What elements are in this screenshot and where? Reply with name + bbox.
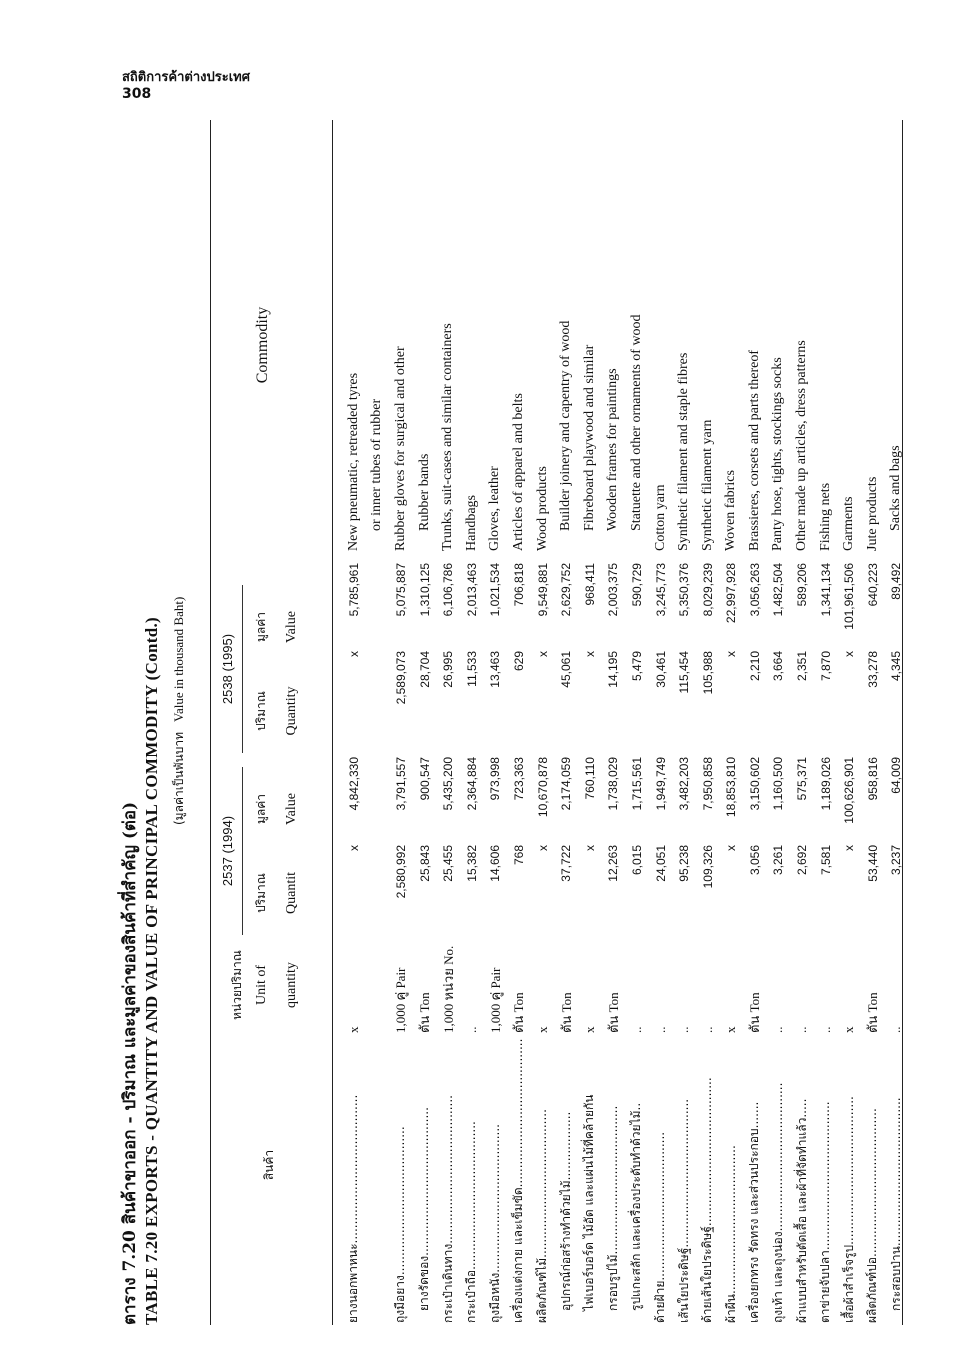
commodity-english-cell: Gloves, leather	[487, 466, 503, 551]
header-qty-en-1995: Quantity	[284, 686, 299, 736]
header-qty-thai-1995: ปริมาณ	[254, 691, 268, 731]
unit-cell: ..	[888, 1026, 904, 1033]
header-unit-thai: หน่วยปริมาณ	[230, 950, 244, 1020]
header-commodity-thai: สินค้า	[262, 1149, 276, 1181]
spacer-cell	[484, 737, 508, 755]
table-row	[342, 89, 366, 1325]
table-row	[767, 89, 791, 1325]
unit-cell	[366, 931, 390, 1035]
commodity-thai-cell: รูปแกะสลัก และเครื่องประดับทำด้วยไม้..	[629, 1102, 644, 1311]
value-1994-cell: 10,670,878	[535, 757, 550, 818]
table-row	[743, 89, 767, 1325]
spacer-cell	[602, 737, 626, 755]
value-1994-cell: 1,160,500	[771, 757, 786, 811]
exports-table	[342, 89, 908, 1325]
commodity-thai-cell: ถุงมือยาง.......................................	[393, 1126, 408, 1323]
running-header-title: สถิติการค้าต่างประเทศ	[122, 70, 250, 85]
spacer-cell	[413, 737, 437, 755]
header-qty-en-1994: Quantit	[284, 872, 299, 914]
header-unit-en-2: quantity	[284, 962, 299, 1008]
unit-cell: ..	[817, 1026, 833, 1033]
commodity-english-cell: Fibreboard playwood and similar	[581, 344, 597, 531]
qty-1994-cell: x	[842, 845, 857, 851]
value-1994-cell: 2,364,884	[464, 757, 479, 811]
unit-cell: 1,000 คู่ Pair	[487, 967, 503, 1033]
commodity-english-cell: Other made up articles, dress patterns	[794, 340, 810, 551]
header-val-thai-1994: มูลค่า	[254, 793, 268, 825]
value-1995-cell: 3,056,263	[747, 563, 762, 617]
unit-cell: x	[534, 1026, 550, 1033]
qty-1995-cell: 28,704	[417, 651, 432, 688]
commodity-thai-cell: กระเป๋าเดินทาง.......................................	[440, 1095, 455, 1323]
table-row	[507, 89, 531, 1325]
qty-1994-cell: x	[346, 845, 361, 851]
spacer-cell	[507, 737, 531, 755]
year-1995-rule	[242, 585, 243, 753]
table-row	[790, 89, 814, 1325]
qty-1994-cell: 95,238	[677, 845, 692, 882]
commodity-english-cell: Handbags	[463, 495, 479, 551]
title-english: TABLE 7.20 EXPORTS - QUANTITY AND VALUE OF PRINCIPAL COMMODITY (Contd.)	[142, 616, 161, 1325]
value-1994-cell: 900,547	[417, 757, 432, 801]
unit-cell: ..	[463, 1026, 479, 1033]
value-1995-cell: 3,245,773	[653, 563, 668, 617]
value-1994-cell: 2,174,059	[559, 757, 574, 811]
commodity-thai-cell: อุปกรณ์ก่อสร้างทำด้วยไม้..................	[558, 1111, 573, 1311]
spacer-cell	[814, 737, 838, 755]
qty-1995-cell: 26,995	[441, 651, 456, 688]
spacer-cell	[837, 737, 861, 755]
spacer-cell	[649, 737, 673, 755]
bottom-rule	[902, 120, 903, 1325]
commodity-thai-cell	[366, 1035, 390, 1325]
value-1995-cell	[366, 561, 390, 649]
value-1995-cell: 5,350,376	[677, 563, 692, 617]
unit-note-thai: (มูลค่าเป็นพันบาท	[172, 731, 186, 825]
table-row	[837, 89, 861, 1325]
qty-1995-cell: 2,210	[747, 651, 762, 682]
table-row	[649, 89, 673, 1325]
value-1995-cell: 2,013,463	[464, 563, 479, 617]
table-row	[578, 89, 602, 1325]
value-1995-cell: 101,961,506	[842, 563, 857, 630]
unit-cell: x	[345, 1026, 361, 1033]
unit-cell: ตัน Ton	[605, 992, 621, 1033]
commodity-thai-cell: ผลิตภัณฑ์ปอ.......................................	[865, 1108, 880, 1323]
qty-1995-cell: 13,463	[488, 651, 503, 688]
unit-cell: ..	[699, 1026, 715, 1033]
value-1995-cell: 5,075,887	[393, 563, 408, 617]
commodity-thai-cell: ด้ายฝ้าย.......................................	[653, 1131, 668, 1323]
value-1994-cell: 1,189,026	[818, 757, 833, 811]
commodity-english-cell: Trunks, suit-cases and similar containers	[440, 323, 456, 551]
spacer-cell	[389, 737, 413, 755]
commodity-thai-cell: ผ้าแบบสำหรับตัดเสื้อ และผ้าที่จัดทำแล้ว.....	[794, 1098, 809, 1323]
unit-cell: ตัน Ton	[511, 992, 527, 1033]
table-row	[625, 89, 649, 1325]
value-1994-cell: 5,435,200	[441, 757, 456, 811]
value-1995-cell: 22,997,928	[724, 563, 739, 624]
qty-1995-cell: x	[346, 651, 361, 657]
value-1995-cell: 706,818	[511, 563, 526, 607]
qty-1994-cell: 3,261	[771, 845, 786, 876]
commodity-thai-cell: ถุงเท้า และถุงน่อง.......................................	[770, 1082, 785, 1323]
value-1995-cell: 6,106,786	[441, 563, 456, 617]
qty-1995-cell: 105,988	[700, 651, 715, 695]
qty-1995-cell: 30,461	[653, 651, 668, 688]
table-row	[413, 89, 437, 1325]
qty-1994-cell: 14,606	[488, 845, 503, 882]
qty-1994-cell: x	[535, 845, 550, 851]
unit-cell: ตัน Ton	[865, 992, 881, 1033]
value-1995-cell: 968,411	[582, 563, 597, 606]
header-year-1994: 2537 (1994)	[220, 815, 235, 887]
commodity-english-cell: Jute products	[864, 476, 880, 551]
commodity-english-cell: Garments	[841, 496, 857, 551]
spacer-cell	[366, 737, 390, 755]
qty-1995-cell: 33,278	[865, 651, 880, 688]
qty-1995-cell: 14,195	[606, 651, 621, 688]
commodity-english-cell: Synthetic filament and staple fibres	[676, 352, 692, 551]
unit-cell: 1,000 หน่วย No.	[440, 945, 456, 1033]
table-row	[460, 89, 484, 1325]
value-1994-cell: 1,949,749	[653, 757, 668, 811]
commodity-thai-cell: ด้ายเส้นใยประดิษฐ์.......................................	[700, 1077, 715, 1323]
commodity-english-cell: or inner tubes of rubber	[369, 398, 385, 531]
qty-1995-cell: 11,533	[464, 651, 479, 687]
qty-1994-cell: 24,051	[653, 845, 668, 882]
spacer-cell	[696, 737, 720, 755]
qty-1995-cell: 115,454	[677, 651, 692, 694]
value-1994-cell: 723,363	[511, 757, 526, 801]
table-row	[885, 89, 909, 1325]
unit-cell: ..	[628, 1026, 644, 1033]
unit-cell: ตัน Ton	[747, 992, 763, 1033]
value-1994-cell: 973,998	[488, 757, 503, 801]
table-title-block	[120, 120, 190, 1325]
table-row	[696, 89, 720, 1325]
value-1995-cell: 5,785,961	[346, 563, 361, 617]
value-1994-cell: 575,371	[795, 757, 810, 801]
qty-1994-cell: 12,263	[606, 845, 621, 882]
qty-1995-cell: x	[535, 651, 550, 657]
unit-cell: ..	[794, 1026, 810, 1033]
qty-1994-cell	[366, 843, 390, 931]
value-1994-cell: 3,150,602	[747, 757, 762, 811]
commodity-thai-cell: เครื่องแต่งกาย และเข็มขัด.......................................	[511, 1038, 526, 1323]
unit-cell: ตัน Ton	[417, 992, 433, 1033]
value-1995-cell: 590,729	[629, 563, 644, 607]
qty-1995-cell: 2,589,073	[393, 651, 408, 705]
header-val-en-1995: Value	[284, 611, 299, 643]
spacer-cell	[578, 737, 602, 755]
qty-1994-cell: 15,382	[464, 845, 479, 882]
commodity-english-cell: Builder joinery and capentry of wood	[558, 320, 574, 531]
commodity-thai-cell: ผลิตภัณฑ์ไม้.......................................	[535, 1109, 550, 1323]
unit-note	[168, 120, 190, 1325]
value-1995-cell: 2,629,752	[559, 563, 574, 617]
qty-1994-cell: 25,455	[441, 845, 456, 882]
qty-1995-cell	[366, 649, 390, 737]
rotated-table-page	[120, 120, 904, 1325]
spacer-cell	[720, 737, 744, 755]
commodity-thai-cell: เส้นใยประดิษฐ์.......................................	[676, 1098, 691, 1323]
value-1995-cell: 1,341,134	[818, 563, 833, 617]
commodity-thai-cell: กรอบรูปไม้.......................................	[605, 1105, 620, 1311]
unit-cell: ..	[770, 1026, 786, 1033]
header-val-thai-1995: มูลค่า	[254, 611, 268, 643]
header-year-1995: 2538 (1995)	[220, 633, 235, 705]
qty-1994-cell: 6,015	[629, 845, 644, 876]
unit-cell: ตัน Ton	[558, 992, 574, 1033]
header-qty-thai-1994: ปริมาณ	[254, 873, 268, 913]
qty-1994-cell: 53,440	[865, 845, 880, 882]
spacer-cell	[767, 737, 791, 755]
spacer-cell	[790, 737, 814, 755]
value-1995-cell: 1,021,534	[488, 563, 503, 617]
commodity-english-cell: Fishing nets	[817, 482, 833, 551]
commodity-thai-cell: กระเป๋าถือ.......................................	[464, 1121, 479, 1323]
exports-table-body	[342, 89, 908, 1325]
commodity-thai-cell: ยางรัดของ.......................................	[417, 1107, 432, 1311]
commodity-english-cell: Cotton yarn	[652, 484, 668, 551]
table-row	[672, 89, 696, 1325]
commodity-english-cell: Rubber bands	[416, 453, 432, 531]
commodity-english-cell: Panty hose, tights, stockings socks	[770, 357, 786, 551]
commodity-english-cell: Statuette and other ornaments of wood	[628, 314, 644, 531]
commodity-english-cell: Wooden frames for paintings	[605, 368, 621, 531]
commodity-english-cell: Rubber gloves for surgical and other	[392, 346, 408, 551]
qty-1995-cell: x	[582, 651, 597, 657]
value-1994-cell: 18,853,810	[724, 757, 739, 818]
value-1995-cell: 589,206	[795, 563, 810, 607]
qty-1995-cell: 4,345	[889, 651, 904, 682]
qty-1994-cell: 3,237	[889, 845, 904, 876]
table-row	[366, 89, 390, 1325]
value-1994-cell: 1,738,029	[606, 757, 621, 811]
unit-cell: x	[841, 1026, 857, 1033]
commodity-thai-cell: ยางนอกพาหนะ.......................................	[346, 1094, 361, 1323]
qty-1995-cell: 2,351	[795, 651, 810, 682]
table-row	[814, 89, 838, 1325]
qty-1995-cell: 3,664	[771, 651, 786, 682]
value-1994-cell: 7,950,858	[700, 757, 715, 811]
top-rule	[210, 120, 211, 1325]
spacer-cell	[436, 737, 460, 755]
qty-1995-cell: 629	[511, 651, 526, 672]
value-1995-cell: 89,492	[889, 563, 904, 600]
qty-1995-cell: 45,061	[559, 651, 574, 688]
spacer-cell	[885, 737, 909, 755]
spacer-cell	[554, 737, 578, 755]
qty-1994-cell: 2,692	[795, 845, 810, 876]
title-thai: ตาราง 7.20 สินค้าขาออก - ปริมาณ และมูลค่าของสินค้าที่สำคัญ (ต่อ)	[120, 801, 140, 1325]
value-1994-cell: 3,482,203	[677, 757, 692, 811]
spacer-cell	[342, 737, 366, 755]
commodity-thai-cell: ถุงมือหนัง.......................................	[487, 1124, 502, 1323]
spacer-cell	[861, 737, 885, 755]
value-1995-cell: 9,549,881	[535, 563, 550, 617]
table-row	[861, 89, 885, 1325]
commodity-thai-cell: เสื้อผ้าสำเร็จรูป.......................................	[841, 1096, 856, 1323]
commodity-english-cell: Synthetic filament yarn	[699, 419, 715, 551]
qty-1995-cell: x	[724, 651, 739, 657]
qty-1994-cell: 3,056	[747, 845, 762, 876]
commodity-english-cell: Woven fabrics	[723, 470, 739, 551]
page-number: 308	[122, 86, 152, 102]
qty-1994-cell: 768	[511, 845, 526, 866]
qty-1994-cell: 37,722	[559, 845, 574, 882]
unit-cell: x	[723, 1026, 739, 1033]
unit-cell: x	[581, 1026, 597, 1033]
commodity-thai-cell: ไฟเบอร์บอร์ด ไม้อัด และแผ่นไม้ที่คล้ายกัน	[582, 1094, 597, 1311]
header-bottom-rule	[332, 120, 333, 1325]
header-val-en-1994: Value	[284, 793, 299, 825]
table-row	[436, 89, 460, 1325]
commodity-english-cell: Brassieres, corsets and parts thereof	[746, 350, 762, 551]
value-1995-cell: 8,029,239	[700, 563, 715, 617]
spacer-cell	[743, 737, 767, 755]
qty-1994-cell: x	[582, 845, 597, 851]
spacer-cell	[625, 737, 649, 755]
commodity-thai-cell: เครื่องยกทรง รัดทรง และส่วนประกอบ.......	[747, 1101, 762, 1323]
value-1994-cell: 4,842,330	[346, 757, 361, 811]
table-row	[602, 89, 626, 1325]
commodity-thai-cell: ผ้าผืน.......................................	[723, 1145, 738, 1323]
qty-1994-cell: 109,326	[700, 845, 715, 889]
commodity-english-cell: Articles of apparel and belts	[510, 393, 526, 551]
value-1995-cell: 1,310,125	[417, 563, 432, 617]
table-row	[720, 89, 744, 1325]
table-row	[554, 89, 578, 1325]
value-1994-cell: 3,791,557	[393, 757, 408, 811]
commodity-english-cell: Sacks and bags	[888, 445, 904, 531]
header-unit-en-1: Unit of	[254, 964, 269, 1006]
commodity-thai-cell: ตาข่ายจับปลา.......................................	[818, 1101, 833, 1323]
value-1994-cell: 958,816	[865, 757, 880, 801]
qty-1994-cell: 7,581	[818, 845, 833, 876]
qty-1995-cell: x	[842, 651, 857, 657]
commodity-thai-cell: กระสอบป่าน.......................................	[888, 1097, 903, 1311]
value-1995-cell: 2,003,375	[606, 563, 621, 617]
value-1994-cell	[366, 755, 390, 843]
value-1994-cell: 64,009	[889, 757, 904, 794]
value-1994-cell: 760,110	[582, 757, 597, 800]
spacer-cell	[672, 737, 696, 755]
value-1995-cell: 640,223	[865, 563, 880, 607]
value-1994-cell: 1,715,561	[629, 757, 644, 811]
qty-1994-cell: 2,580,992	[393, 845, 408, 899]
year-1994-rule	[242, 767, 243, 935]
table-row	[531, 89, 555, 1325]
header-commodity-en: Commodity	[254, 306, 271, 384]
value-1995-cell: 1,482,504	[771, 563, 786, 617]
table-row	[389, 89, 413, 1325]
table-row	[484, 89, 508, 1325]
qty-1994-cell: 25,843	[417, 845, 432, 882]
unit-cell: ..	[652, 1026, 668, 1033]
commodity-english-cell: Wood products	[534, 466, 550, 551]
commodity-english-cell: New pneumatic, retreaded tyres	[345, 372, 361, 551]
qty-1995-cell: 5,479	[629, 651, 644, 682]
unit-cell: 1,000 คู่ Pair	[393, 967, 409, 1033]
unit-note-english: Value in thousand Baht)	[171, 596, 186, 722]
unit-cell: ..	[676, 1026, 692, 1033]
qty-1994-cell: x	[724, 845, 739, 851]
spacer-cell	[531, 737, 555, 755]
qty-1995-cell: 7,870	[818, 651, 833, 682]
spacer-cell	[460, 737, 484, 755]
value-1994-cell: 100,626,901	[842, 757, 857, 824]
